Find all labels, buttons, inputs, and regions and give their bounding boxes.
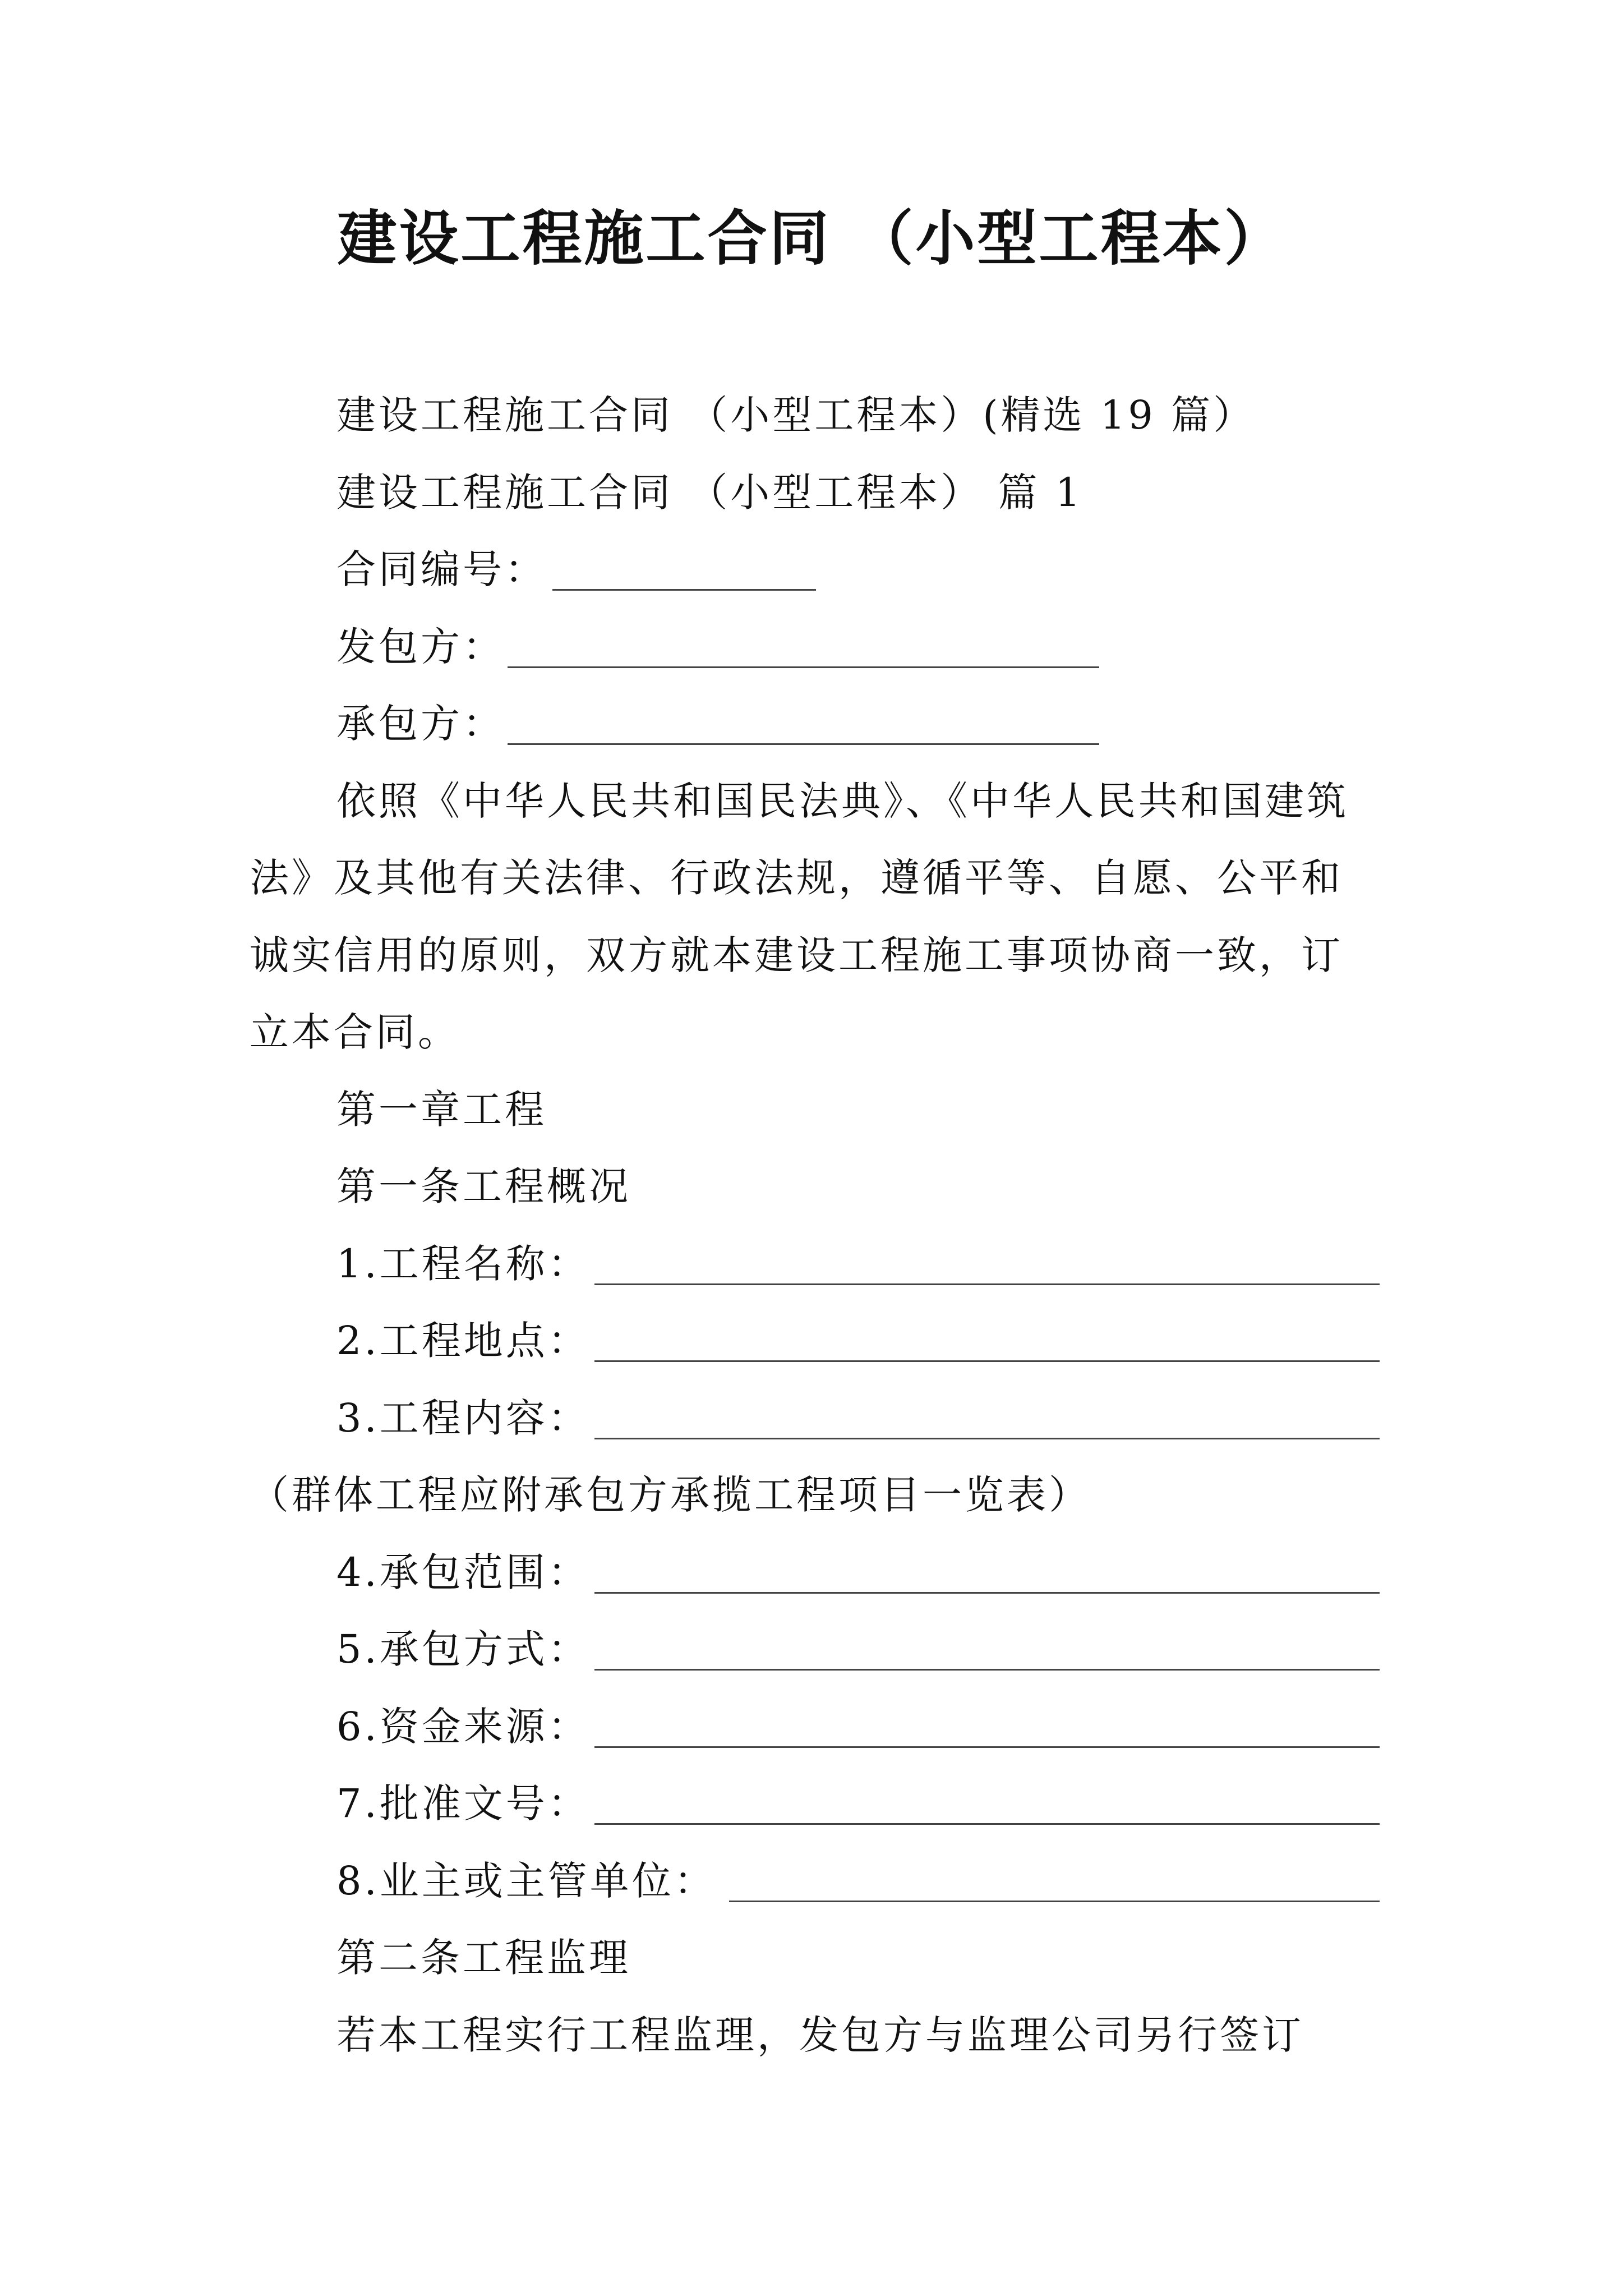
employer-blank (508, 666, 1099, 668)
preamble-line-1: 依照《中华人民共和国民法典》、《中华人民共和国建筑 (336, 778, 1349, 824)
funding-source-blank (594, 1746, 1380, 1748)
contract-scope-label: 4.承包范围： (336, 1549, 590, 1595)
project-location-label: 2.工程地点： (336, 1318, 590, 1364)
contract-mode-label: 5.承包方式： (336, 1626, 590, 1672)
preamble-line-3: 诚实信用的原则，双方就本建设工程施工事项协商一致，订 (250, 932, 1343, 978)
contractor-blank (508, 743, 1099, 745)
owner-unit-blank (729, 1901, 1380, 1902)
document-title: 建设工程施工合同 （小型工程本） (337, 203, 1286, 273)
project-name-blank (594, 1283, 1380, 1285)
contract-number-label: 合同编号： (336, 546, 547, 592)
contract-number-blank (552, 589, 816, 591)
owner-unit-label: 8.业主或主管单位： (336, 1858, 716, 1904)
contract-scope-blank (594, 1592, 1380, 1594)
chapter-1-heading: 第一章工程 (336, 1087, 547, 1133)
article-2-heading: 第二条工程监理 (336, 1935, 631, 1981)
approval-number-label: 7.批准文号： (336, 1780, 590, 1826)
preamble-line-4: 立本合同。 (250, 1009, 460, 1055)
project-content-label: 3.工程内容： (336, 1395, 590, 1441)
funding-source-label: 6.资金来源： (336, 1704, 590, 1750)
subtitle: 建设工程施工合同 （小型工程本）(精选 19 篇） (336, 392, 1256, 438)
contract-mode-blank (594, 1669, 1380, 1671)
contractor-label: 承包方： (336, 701, 505, 747)
approval-number-blank (594, 1823, 1380, 1825)
group-project-note: （群体工程应附承包方承揽工程项目一览表） (250, 1472, 1091, 1518)
section-heading: 建设工程施工合同 （小型工程本） 篇 1 (336, 470, 1083, 516)
project-content-blank (594, 1438, 1380, 1439)
article-1-heading: 第一条工程概况 (336, 1163, 631, 1209)
project-name-label: 1.工程名称： (336, 1241, 590, 1287)
employer-label: 发包方： (336, 624, 505, 670)
article-2-text: 若本工程实行工程监理，发包方与监理公司另行签订 (336, 2012, 1304, 2058)
preamble-line-2: 法》及其他有关法律、行政法规，遵循平等、自愿、公平和 (250, 855, 1343, 901)
project-location-blank (594, 1360, 1380, 1362)
